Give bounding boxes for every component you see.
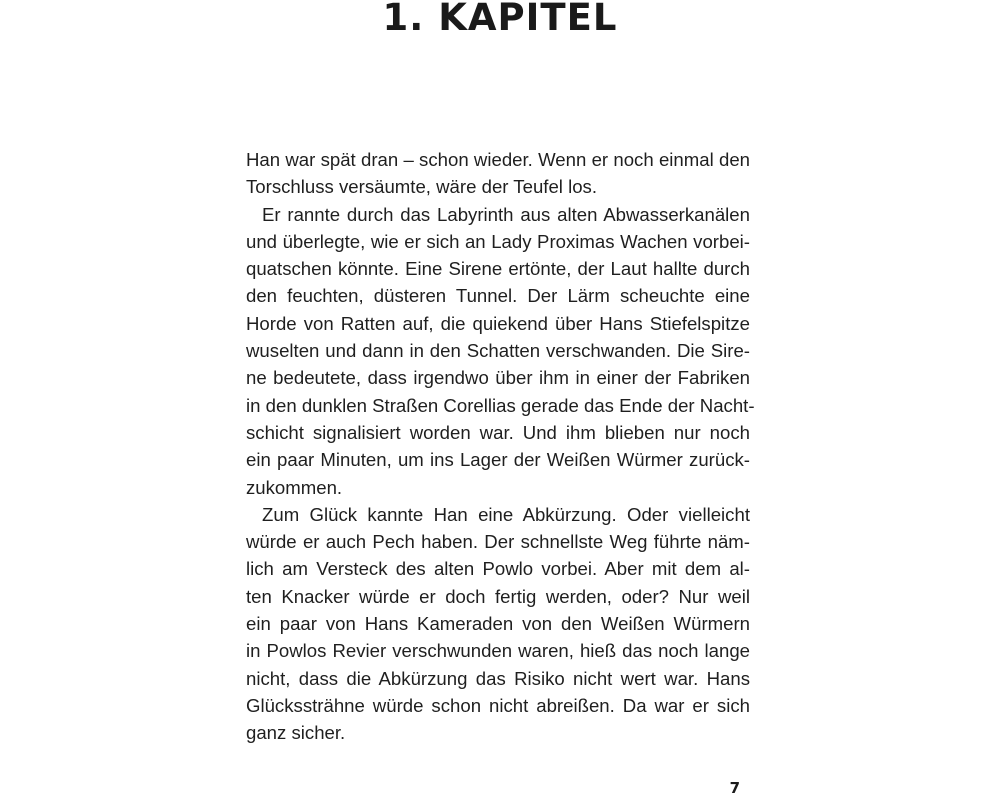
text-line: Er rannte durch das Labyrinth aus alten Abwasserkanälen: [262, 203, 750, 225]
text-line: ganz sicher.: [246, 722, 346, 744]
text-line: zukommen.: [246, 476, 343, 498]
text-line: Han war spät dran – schon wieder. Wenn er noch einmal den: [246, 149, 750, 170]
text-line: ten Knacker würde er doch fertig werden, oder? Nur weil: [246, 585, 750, 607]
text-line: den feuchten, düsteren Tunnel. Der Lärm scheuchte eine: [246, 285, 750, 307]
text-line: ne bedeutete, dass irgendwo über ihm in einer der Fabriken: [246, 367, 750, 389]
text-line: in den dunklen Straßen Corellias gerade das Ende der Nacht-: [246, 394, 755, 416]
text-line: nicht, dass die Abkürzung das Risiko nicht wert war. Hans: [246, 667, 750, 689]
paragraph-3: [246, 501, 750, 747]
text-line: und überlegte, wie er sich an Lady Proximas Wachen vorbei-: [246, 230, 750, 252]
text-line: Glückssträhne würde schon nicht abreißen. Da war er sich: [246, 694, 750, 716]
body-text: [246, 146, 755, 747]
paragraph-2: [246, 201, 755, 501]
text-line: lich am Versteck des alten Powlo vorbei. Aber mit dem al-: [246, 558, 750, 580]
text-line: Horde von Ratten auf, die quiekend über Hans Stiefelspitze: [246, 312, 750, 334]
text-line: ein paar von Hans Kameraden von den Weißen Würmern: [246, 613, 750, 635]
paragraph-1: [246, 146, 750, 201]
text-line: wuselten und dann in den Schatten verschwanden. Die Sire-: [246, 340, 750, 362]
text-line: Torschluss versäumte, wäre der Teufel los.: [246, 176, 598, 198]
text-line: würde er auch Pech haben. Der schnellste Weg führte näm-: [246, 531, 750, 553]
text-line: in Powlos Revier verschwunden waren, hieß das noch lange: [246, 640, 750, 662]
text-line: ein paar Minuten, um ins Lager der Weißen Würmer zurück-: [246, 449, 750, 471]
chapter-title: 1. KAPITEL: [382, 0, 618, 39]
page-number: 7: [729, 779, 740, 797]
text-line: schicht signalisiert worden war. Und ihm blieben nur noch: [246, 421, 750, 443]
text-line: Zum Glück kannte Han eine Abkürzung. Oder vielleicht: [262, 503, 750, 525]
text-line: quatschen könnte. Eine Sirene ertönte, der Laut hallte durch: [246, 258, 750, 280]
